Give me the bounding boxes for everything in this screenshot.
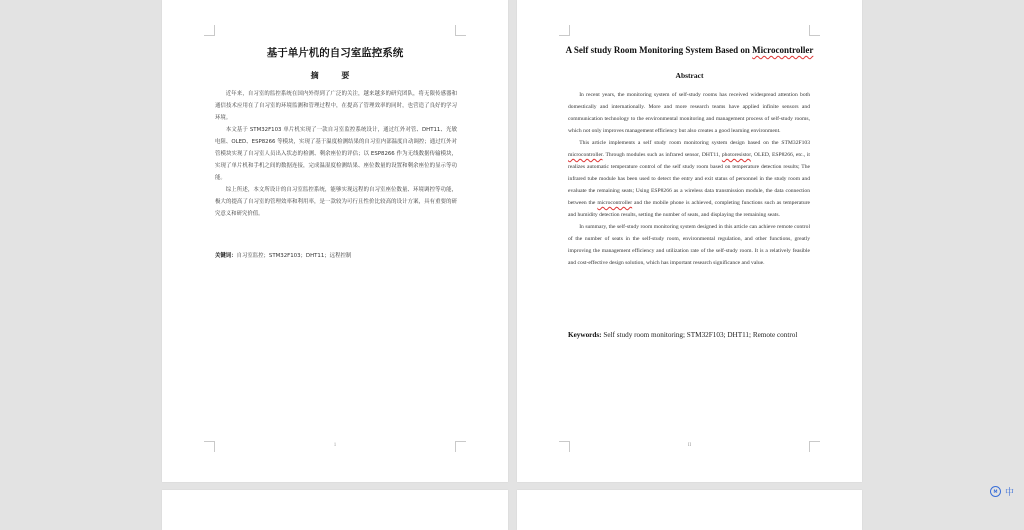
document-title-en [517, 45, 862, 55]
document-page-2[interactable] [517, 0, 862, 482]
ime-language-toggle[interactable]: 中 [1005, 487, 1015, 498]
spellcheck-flagged-word[interactable]: Microcontroller [752, 45, 814, 55]
paragraph-text: . Through modules such as infrared sensor, DHT11, [602, 152, 722, 158]
margin-corner-mark [455, 25, 466, 36]
paragraph-text: and the mobile phone is achieved, completing functions such as temperature and humidity detection results, setting the number of seats, and displaying the remaining seats. [568, 200, 810, 218]
spellcheck-flagged-word[interactable]: photoresistor [721, 152, 751, 158]
keywords-en [568, 328, 810, 342]
document-page-1[interactable] [162, 0, 508, 482]
abstract-paragraph: 综上所述，本文所设计的自习室监控系统，能够实现远程的自习室座位数量、环境调控等功能，极大的提高了自习室的管理效率和利用率，是一款较为可行且性价比较高的设计方案，具有重要的研究意义和研究价值。 [215, 187, 457, 217]
page-number: 1 [333, 443, 337, 448]
abstract-paragraph [568, 137, 810, 221]
keywords-text: 自习室监控；STM32F103；DHT11；远程控制 [236, 253, 352, 259]
keywords-label: Keywords: [568, 331, 602, 339]
margin-corner-mark [559, 25, 570, 36]
margin-corner-mark [204, 25, 215, 36]
document-page-4[interactable] [517, 490, 862, 530]
abstract-heading-en: Abstract [675, 71, 704, 80]
spellcheck-flagged-word[interactable]: microcontroller [597, 200, 633, 206]
abstract-paragraph: In summary, the self-study room monitoring system designed in this article can achieve remote control of the number of seats in the self-study room, environmental regulation, and other functions, greatly improving the management efficiency and utilization rate of the self-study room. It is a relatively feasible and cost-effective design solution, which has important research significance and value. [568, 224, 810, 266]
title-text: A Self study Room Monitoring System Based on [565, 45, 753, 55]
abstract-body-en [568, 89, 810, 269]
abstract-body-cn [215, 88, 457, 220]
document-page-3[interactable] [162, 490, 508, 530]
paragraph-text: This article implements a self study room monitoring system design based on the STM32F103 [579, 140, 810, 146]
keywords-label: 关键词： [215, 253, 237, 259]
document-title-cn: 基于单片机的自习室监控系统 [266, 47, 404, 59]
abstract-paragraph: 本文基于 STM32F103 单片机实现了一款自习室监控系统设计，通过红外对管、DHT11、光敏电阻、OLED、ESP8266 等模块，实现了基于温度检测结果的自习室内部温度自动调控；通过红外对管模块实现了自习室人员出入状态的检测、剩余座位的评估；以 ESP8266 作为无线数据传输模块，实现了单片机和手机之间的数据连接，完成温湿度检测结果、座位数量的设置和剩余座位的显示等功能。 [215, 127, 457, 181]
keywords-text: Self study room monitoring; STM32F103; DHT11; Remote control [601, 331, 798, 339]
abstract-heading-cn: 摘 要 [310, 71, 360, 80]
spellcheck-flagged-word[interactable]: microcontroller [568, 152, 603, 158]
margin-corner-mark [809, 25, 820, 36]
paragraph-text: , OLED, ESP8266, etc., it realizes automatic temperature control of the self study room based on temperature detection results; The infrared tube module has been used to detect the entry and exit status of personnel in the study room and evaluate the remaining seats; Using ESP8266 as a wireless data transmission module, the data connection between the [568, 152, 810, 206]
abstract-paragraph: In recent years, the monitoring system of self-study rooms has received widespread attention both domestically and internationally. More and more research teams have applied infinite sensors and communication technology to the environmental monitoring and management process of self-study rooms, which not only improves management efficiency but also creates a good learning environment. [568, 92, 810, 134]
page-number: II [687, 443, 692, 448]
keywords-cn [215, 250, 457, 262]
ime-logo-icon[interactable]: M [990, 486, 1001, 497]
abstract-paragraph: 近年来，自习室的监控系统在国内外得到了广泛的关注，越来越多的研究团队，将无限传感器和通信技术应用在了自习室的环境监测和管理过程中，在提高了管理效率的同时，也营造了良好的学习环境。 [215, 91, 457, 121]
ime-indicator[interactable] [990, 482, 1024, 500]
